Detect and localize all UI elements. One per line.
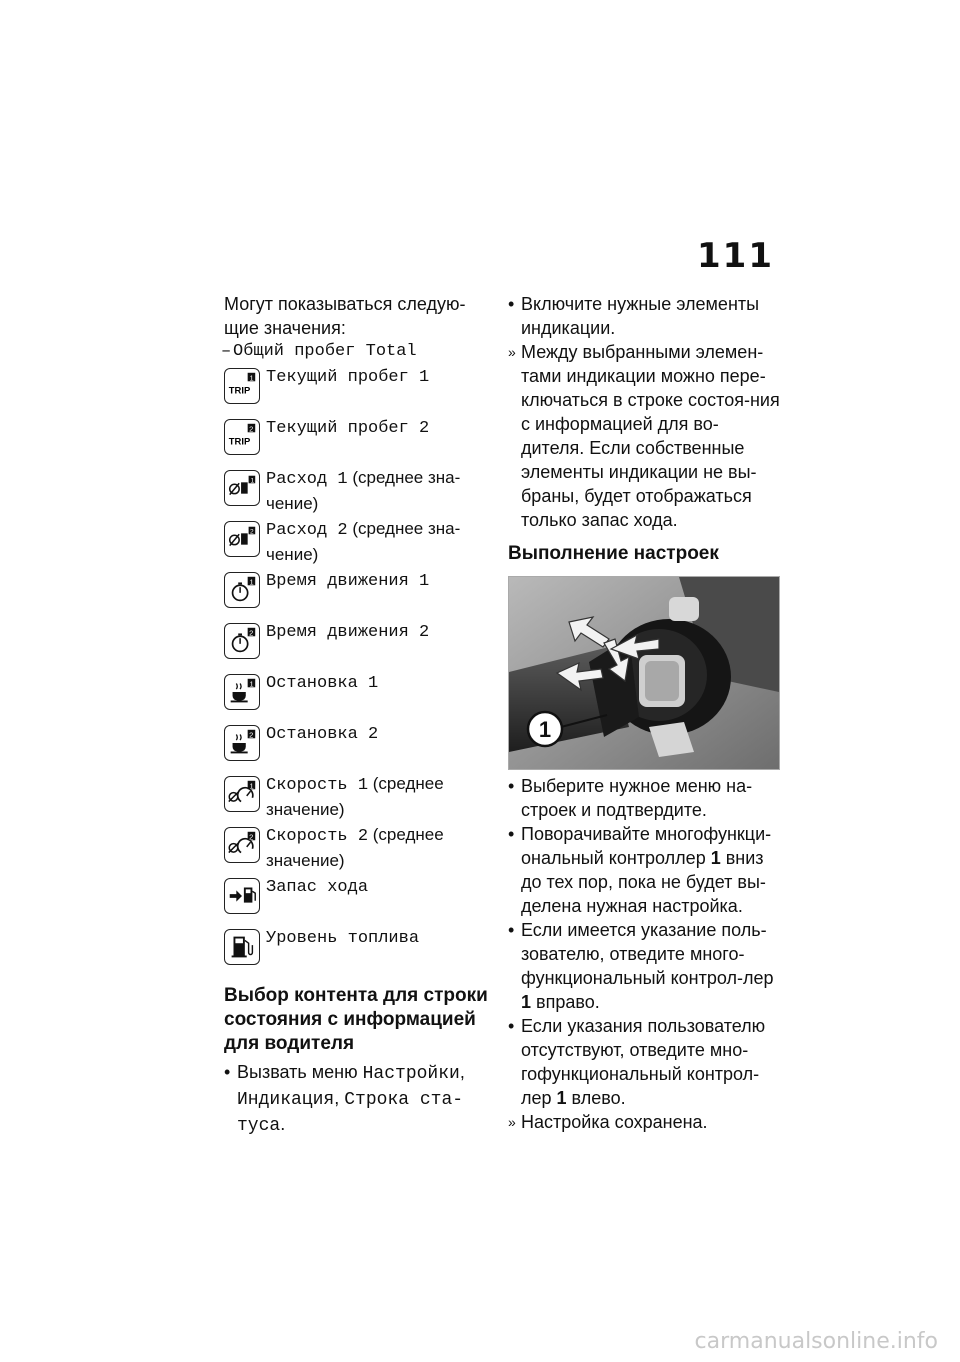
range-icon bbox=[224, 878, 260, 914]
consumption-2-icon bbox=[224, 521, 260, 557]
svg-text:TRIP: TRIP bbox=[228, 385, 251, 397]
call-menu-instruction: • Вызвать меню Настройки, Индикация, Строка ста-туса. bbox=[224, 1060, 492, 1138]
display-value-label: Остановка 1 bbox=[266, 674, 379, 693]
svg-text:2: 2 bbox=[249, 730, 254, 740]
svg-text:2: 2 bbox=[250, 528, 254, 536]
total-mileage-item: – Общий пробег Total bbox=[224, 340, 492, 364]
display-values-list bbox=[224, 364, 492, 976]
bullet-select-menu: • Выберите нужное меню на-строек и подтвердите. bbox=[508, 774, 780, 822]
callout-number: 1 bbox=[538, 717, 552, 742]
left-column bbox=[224, 292, 492, 1138]
bullet-enable-elements: • Включите нужные элементы индикации. bbox=[508, 292, 780, 340]
svg-text:TRIP: TRIP bbox=[228, 436, 251, 448]
bullet-no-hint-left: • Если указания пользователю отсутствуют, отведите мно-гофункциональный контрол-лер 1 влево. bbox=[508, 1014, 780, 1110]
display-value-label: Скорость 1 (среднее значение) bbox=[266, 774, 444, 819]
page-number: 111 bbox=[697, 236, 774, 276]
intro-text: Могут показываться следую-щие значения: bbox=[224, 294, 466, 338]
display-value-row bbox=[224, 466, 492, 517]
display-value-row bbox=[224, 925, 492, 976]
svg-text:2: 2 bbox=[249, 832, 254, 842]
svg-text:1: 1 bbox=[249, 781, 254, 791]
result-switch-elements: » Между выбранными элемен-тами индикации можно пере-ключаться в строке состоя-ния с информацией для во-дителя. Если собственные элементы индикации не вы-браны, будет отображаться только запас хода. bbox=[508, 340, 780, 532]
display-value-row bbox=[224, 568, 492, 619]
coffee-1-icon bbox=[224, 674, 260, 710]
display-value-row bbox=[224, 772, 492, 823]
controller-illustration bbox=[509, 577, 779, 769]
display-value-row bbox=[224, 619, 492, 670]
menu-path-display: Индикация bbox=[237, 1090, 335, 1110]
display-value-label: Текущий пробег 1 bbox=[266, 368, 430, 387]
trip-1-icon bbox=[224, 368, 260, 404]
display-value-row bbox=[224, 721, 492, 772]
svg-text:1: 1 bbox=[249, 373, 254, 383]
display-value-label: Расход 2 (среднее зна-чение) bbox=[266, 519, 461, 564]
handlebar-controller-photo bbox=[508, 576, 780, 770]
speed-2-icon bbox=[224, 827, 260, 863]
bullet-rotate-controller: • Поворачивайте многофункци-ональный контроллер 1 вниз до тех пор, пока не будет вы-делена нужная настройка. bbox=[508, 822, 780, 918]
right-column bbox=[508, 292, 780, 1134]
display-value-row bbox=[224, 364, 492, 415]
display-value-label: Время движения 1 bbox=[266, 572, 430, 591]
svg-text:2: 2 bbox=[249, 424, 254, 434]
display-value-label: Текущий пробег 2 bbox=[266, 419, 430, 438]
svg-text:1: 1 bbox=[249, 577, 254, 587]
result-setting-saved: » Настройка сохранена. bbox=[508, 1110, 780, 1134]
display-value-label: Время движения 2 bbox=[266, 623, 430, 642]
display-value-row bbox=[224, 670, 492, 721]
svg-text:1: 1 bbox=[250, 477, 255, 485]
svg-text:2: 2 bbox=[249, 628, 254, 638]
bullet-hint-right: • Если имеется указание поль-зователю, отведите много-функциональный контрол-лер 1 вправо. bbox=[508, 918, 780, 1014]
display-value-row bbox=[224, 517, 492, 568]
consumption-1-icon bbox=[224, 470, 260, 506]
display-value-label: Расход 1 (среднее зна-чение) bbox=[266, 468, 461, 513]
stopwatch-2-icon bbox=[224, 623, 260, 659]
watermark: carmanualsonline.info bbox=[694, 1329, 938, 1354]
svg-text:1: 1 bbox=[249, 679, 254, 689]
section-heading-status-line: Выбор контента для строки состояния с информацией для водителя bbox=[224, 985, 488, 1054]
section-heading-settings: Выполнение настроек bbox=[508, 543, 719, 564]
display-value-label: Запас хода bbox=[266, 878, 369, 897]
display-value-label: Уровень топлива bbox=[266, 929, 420, 948]
display-value-row bbox=[224, 874, 492, 925]
display-value-row bbox=[224, 415, 492, 466]
trip-2-icon bbox=[224, 419, 260, 455]
display-value-label: Остановка 2 bbox=[266, 725, 379, 744]
fuel-level-icon bbox=[224, 929, 260, 965]
coffee-2-icon bbox=[224, 725, 260, 761]
display-value-label: Скорость 2 (среднее значение) bbox=[266, 825, 444, 870]
stopwatch-1-icon bbox=[224, 572, 260, 608]
speed-1-icon bbox=[224, 776, 260, 812]
display-value-row bbox=[224, 823, 492, 874]
menu-path-settings: Настройки bbox=[362, 1064, 460, 1084]
menu-path-status-line: Строка ста-туса bbox=[237, 1090, 464, 1136]
